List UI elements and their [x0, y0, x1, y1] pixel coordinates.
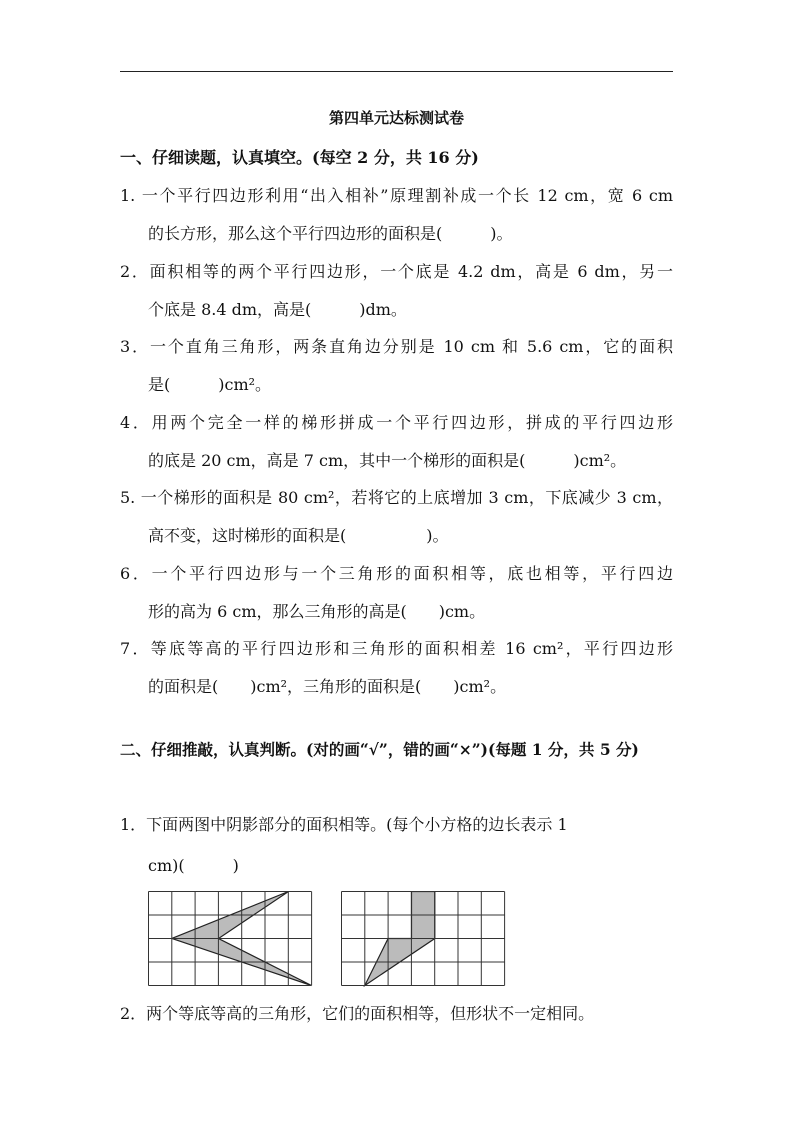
s1-question-3-line2: 是( )cm²。 — [148, 375, 272, 394]
s1-question-3-line1: 3．一个直角三角形，两条直角边分别是 10 cm 和 5.6 cm，它的面积 — [120, 337, 673, 356]
s1-question-1-line2: 的长方形，那么这个平行四边形的面积是( )。 — [148, 224, 513, 243]
s1-question-4-line1: 4．用两个完全一样的梯形拼成一个平行四边形，拼成的平行四边形 — [120, 412, 673, 432]
s1-question-6-line1: 6．一个平行四边形与一个三角形的面积相等，底也相等，平行四边 — [120, 563, 673, 583]
header-rule — [120, 71, 673, 72]
s1-question-7-line2: 的面积是( )cm²，三角形的面积是( )cm²。 — [148, 677, 507, 696]
s2-q1-line2: cm)( ) — [148, 856, 239, 875]
s1-question-2-line1: 2．面积相等的两个平行四边形，一个底是 4.2 dm，高是 6 dm，另一 — [120, 261, 673, 281]
s2-q1-line1: 1．下面两图中阴影部分的面积相等。(每个小方格的边长表示 1 — [120, 815, 568, 834]
s1-question-4-line2: 的底是 20 cm，高是 7 cm，其中一个梯形的面积是( )cm²。 — [148, 450, 627, 470]
page-title: 第四单元达标测试卷 — [328, 109, 464, 127]
s1-question-5-line2: 高不变，这时梯形的面积是( )。 — [148, 526, 449, 545]
s1-question-2-line2: 个底是 8.4 dm，高是( )dm。 — [148, 299, 407, 319]
s2-q2: 2．两个等底等高的三角形，它们的面积相等，但形状不一定相同。 — [120, 1004, 595, 1023]
grid-figure-left — [148, 891, 313, 987]
s1-question-7-line1: 7．等底等高的平行四边形和三角形的面积相差 16 cm²，平行四边形 — [120, 639, 673, 658]
s1-question-5-line1: 5. 一个梯形的面积是 80 cm²，若将它的上底增加 3 cm，下底减少 3 cm， — [120, 488, 673, 507]
s1-question-1-line1: 1. 一个平行四边形利用“出入相补”原理割补成一个长 12 cm，宽 6 cm — [120, 186, 673, 205]
grid-figure-right — [341, 891, 506, 987]
section1-heading: 一、仔细读题，认真填空。(每空 2 分，共 16 分) — [120, 148, 479, 167]
section2-heading: 二、仔细推敲，认真判断。(对的画“√”，错的画“×”)(每题 1 分，共 5 分) — [120, 740, 639, 759]
s1-question-6-line2: 形的高为 6 cm，那么三角形的高是( )cm。 — [148, 601, 486, 621]
